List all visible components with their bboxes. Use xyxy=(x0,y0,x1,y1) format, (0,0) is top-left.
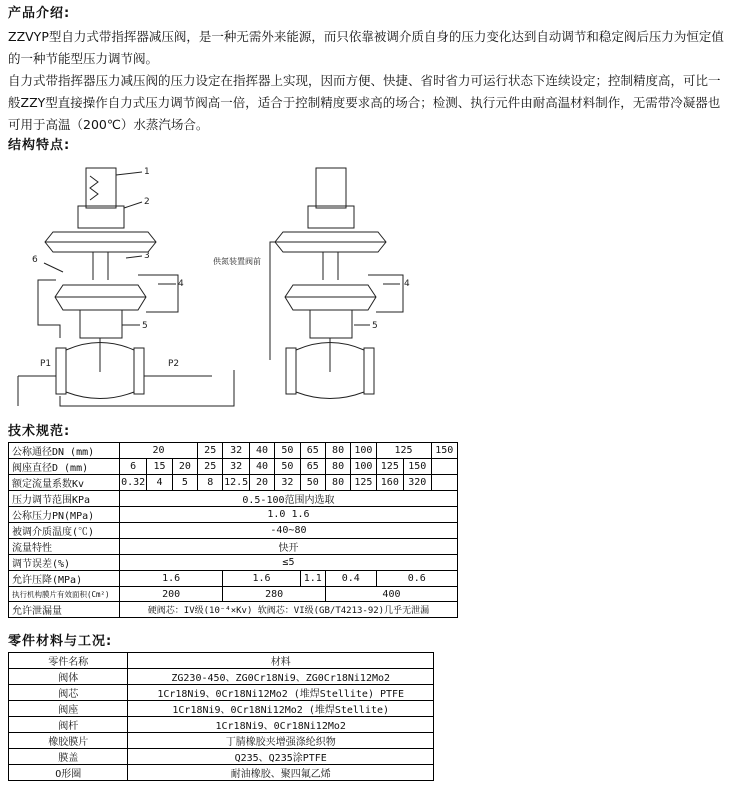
table-cell: 1.0 1.6 xyxy=(119,507,457,523)
table-cell: 0.4 xyxy=(325,571,376,587)
table-cell: 20 xyxy=(172,459,197,475)
materials-table xyxy=(8,652,434,781)
row-label: 阀座直径D (mm) xyxy=(9,459,120,475)
table-cell: 50 xyxy=(275,459,300,475)
part-name: 阀座 xyxy=(9,701,128,717)
table-row xyxy=(9,491,458,507)
callout-4: 4 xyxy=(178,279,184,289)
table-row xyxy=(9,765,434,781)
table-cell: 6 xyxy=(119,459,146,475)
table-cell: 1.6 xyxy=(223,571,300,587)
table-cell: 32 xyxy=(223,459,250,475)
part-material: 1Cr18Ni9、0Cr18Ni12Mo2 (堆焊Stellite) xyxy=(128,701,434,717)
table-row xyxy=(9,443,458,459)
part-name: 膜盖 xyxy=(9,749,128,765)
table-row xyxy=(9,749,434,765)
table-row xyxy=(9,459,458,475)
structure-heading: 结构特点: xyxy=(8,138,71,153)
table-cell: 125 xyxy=(376,443,431,459)
table-cell: 400 xyxy=(325,587,457,602)
column-header: 材料 xyxy=(128,653,434,669)
right-callout-5: 5 xyxy=(372,321,378,331)
part-name: O形圈 xyxy=(9,765,128,781)
table-cell: 65 xyxy=(300,443,325,459)
intro-paragraph-1: ZZVYP型自力式带指挥器减压阀，是一种无需外来能源，而只依靠被调介质自身的压力变化达到自动调节和稳定阀后压力为恒定值的一种节能型压力调节阀。 xyxy=(8,29,724,66)
table-cell: 5 xyxy=(172,475,197,491)
table-row xyxy=(9,587,458,602)
spec-heading: 技术规范: xyxy=(8,424,71,439)
table-row xyxy=(9,602,458,618)
table-cell: 280 xyxy=(223,587,326,602)
part-name: 阀体 xyxy=(9,669,128,685)
table-row xyxy=(9,669,434,685)
right-callout-4: 4 xyxy=(404,279,410,289)
row-label: 执行机构膜片有效面积(Cm²) xyxy=(9,587,120,602)
callout-1: 1 xyxy=(144,167,150,177)
callout-5: 5 xyxy=(142,321,148,331)
table-row xyxy=(9,571,458,587)
table-cell: 80 xyxy=(325,475,350,491)
row-label: 公称压力PN(MPa) xyxy=(9,507,120,523)
table-cell: 12.5 xyxy=(223,475,250,491)
spec-table xyxy=(8,442,458,618)
table-cell: 硬阀芯：IV级(10⁻⁴×Kv) 软阀芯：VI级(GB/T4213-92)几乎无泄漏 xyxy=(119,602,457,618)
table-header-row xyxy=(9,653,434,669)
table-cell: 8 xyxy=(198,475,223,491)
column-header: 零件名称 xyxy=(9,653,128,669)
table-cell: 32 xyxy=(223,443,250,459)
table-row xyxy=(9,685,434,701)
row-label: 允许泄漏量 xyxy=(9,602,120,618)
table-cell: 80 xyxy=(325,459,350,475)
intro-heading: 产品介绍: xyxy=(8,6,71,21)
table-cell: 25 xyxy=(198,443,223,459)
table-row xyxy=(9,701,434,717)
table-row xyxy=(9,555,458,571)
table-cell: 1.1 xyxy=(300,571,325,587)
table-cell: 0.5-100范围内选取 xyxy=(119,491,457,507)
intro-paragraph-2: 自力式带指挥器压力减压阀的压力设定在指挥器上实现，因而方便、快捷、省时省力可运行状态下连续设定；控制精度高，可比一般ZZY型直接操作自力式压力调节阀高一倍，适合于控制精度要求高的场合；检测、执行元件由耐高温材料制作，无需带冷凝器也可用于高温（200℃）水蒸汽场合。 xyxy=(8,73,721,132)
table-cell: 0.32 xyxy=(119,475,146,491)
table-row xyxy=(9,717,434,733)
part-material: Q235、Q235涂PTFE xyxy=(128,749,434,765)
part-material: 1Cr18Ni9、0Cr18Ni12Mo2 xyxy=(128,717,434,733)
part-material: 丁腈橡胶夹增强涤纶织物 xyxy=(128,733,434,749)
row-label: 压力调节范围KPa xyxy=(9,491,120,507)
row-label: 公称通径DN (mm) xyxy=(9,443,120,459)
callout-3: 3 xyxy=(144,251,150,261)
table-cell: 320 xyxy=(404,475,431,491)
table-cell: 4 xyxy=(147,475,172,491)
table-cell: -40~80 xyxy=(119,523,457,539)
valve-structure-diagram xyxy=(8,160,468,410)
table-cell: 32 xyxy=(275,475,300,491)
table-cell: 15 xyxy=(147,459,172,475)
p1-label: P1 xyxy=(40,359,52,369)
table-cell: 20 xyxy=(119,443,197,459)
table-cell: 100 xyxy=(351,443,376,459)
table-cell: 200 xyxy=(119,587,222,602)
row-label: 被调介质温度(℃) xyxy=(9,523,120,539)
p2-label: P2 xyxy=(168,359,180,369)
row-label: 调节误差(%) xyxy=(9,555,120,571)
table-cell: 125 xyxy=(351,475,376,491)
table-cell: 25 xyxy=(198,459,223,475)
table-row xyxy=(9,539,458,555)
table-cell: 40 xyxy=(249,459,274,475)
table-cell: 50 xyxy=(300,475,325,491)
table-cell: 150 xyxy=(404,459,431,475)
table-cell: 快开 xyxy=(119,539,457,555)
row-label: 额定流量系数Kv xyxy=(9,475,120,491)
table-row xyxy=(9,733,434,749)
row-label: 流量特性 xyxy=(9,539,120,555)
materials-heading: 零件材料与工况: xyxy=(8,634,113,649)
table-cell: 40 xyxy=(249,443,274,459)
table-cell: 150 xyxy=(431,443,458,459)
table-row xyxy=(9,523,458,539)
table-cell: 80 xyxy=(325,443,350,459)
table-cell: 125 xyxy=(376,459,403,475)
table-cell: 0.6 xyxy=(376,571,457,587)
table-cell: 100 xyxy=(351,459,376,475)
callout-6: 6 xyxy=(32,255,38,265)
part-material: ZG230-450、ZG0Cr18Ni9、ZG0Cr18Ni12Mo2 xyxy=(128,669,434,685)
part-name: 阀杆 xyxy=(9,717,128,733)
table-row xyxy=(9,475,458,491)
table-cell: 20 xyxy=(249,475,274,491)
row-label: 允许压降(MPa) xyxy=(9,571,120,587)
supply-note: 供氮装置阀前 xyxy=(213,257,261,266)
part-material: 耐油橡胶、聚四氟乙烯 xyxy=(128,765,434,781)
table-cell: 1.6 xyxy=(119,571,222,587)
part-material: 1Cr18Ni9、0Cr18Ni12Mo2 (堆焊Stellite) PTFE xyxy=(128,685,434,701)
table-cell: 160 xyxy=(376,475,403,491)
callout-2: 2 xyxy=(144,197,150,207)
table-cell: 50 xyxy=(275,443,300,459)
table-cell: 65 xyxy=(300,459,325,475)
part-name: 橡胶膜片 xyxy=(9,733,128,749)
table-row xyxy=(9,507,458,523)
table-cell: ≤5 xyxy=(119,555,457,571)
part-name: 阀芯 xyxy=(9,685,128,701)
